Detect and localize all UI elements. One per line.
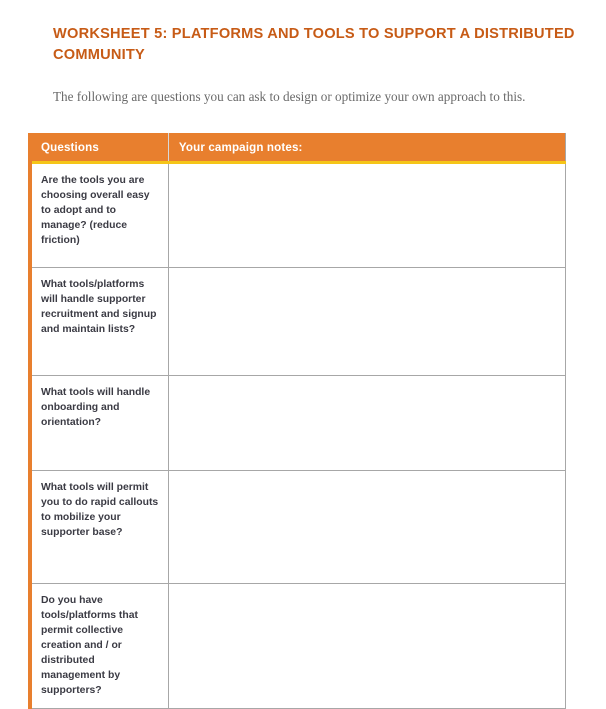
question-cell: Are the tools you are choosing overall easy to adopt and to manage? (reduce friction) [30, 163, 168, 268]
question-cell: What tools will handle onboarding and orientation? [30, 376, 168, 471]
notes-cell[interactable] [168, 268, 565, 376]
question-cell: Do you have tools/platforms that permit collective creation and / or distributed management by supporters? [30, 584, 168, 709]
intro-paragraph: The following are questions you can ask to design or optimize your own approach to this. [53, 89, 526, 104]
table-row [30, 584, 566, 709]
column-header-notes: Your campaign notes: [168, 133, 565, 163]
worksheet-table [28, 133, 566, 709]
question-cell: What tools will permit you to do rapid callouts to mobilize your supporter base? [30, 471, 168, 584]
notes-cell[interactable] [168, 584, 565, 709]
question-cell: What tools/platforms will handle supporter recruitment and signup and maintain lists? [30, 268, 168, 376]
column-header-questions: Questions [30, 133, 168, 163]
page-title: WORKSHEET 5: PLATFORMS AND TOOLS TO SUPPORT A DISTRIBUTED COMMUNITY [53, 26, 575, 63]
table-header-row [30, 133, 566, 163]
worksheet-table-container [28, 133, 566, 709]
table-row [30, 376, 566, 471]
notes-cell[interactable] [168, 376, 565, 471]
notes-cell[interactable] [168, 163, 565, 268]
table-row [30, 163, 566, 268]
table-row [30, 471, 566, 584]
notes-cell[interactable] [168, 471, 565, 584]
table-header [30, 133, 566, 163]
table-row [30, 268, 566, 376]
table-body [30, 163, 566, 709]
